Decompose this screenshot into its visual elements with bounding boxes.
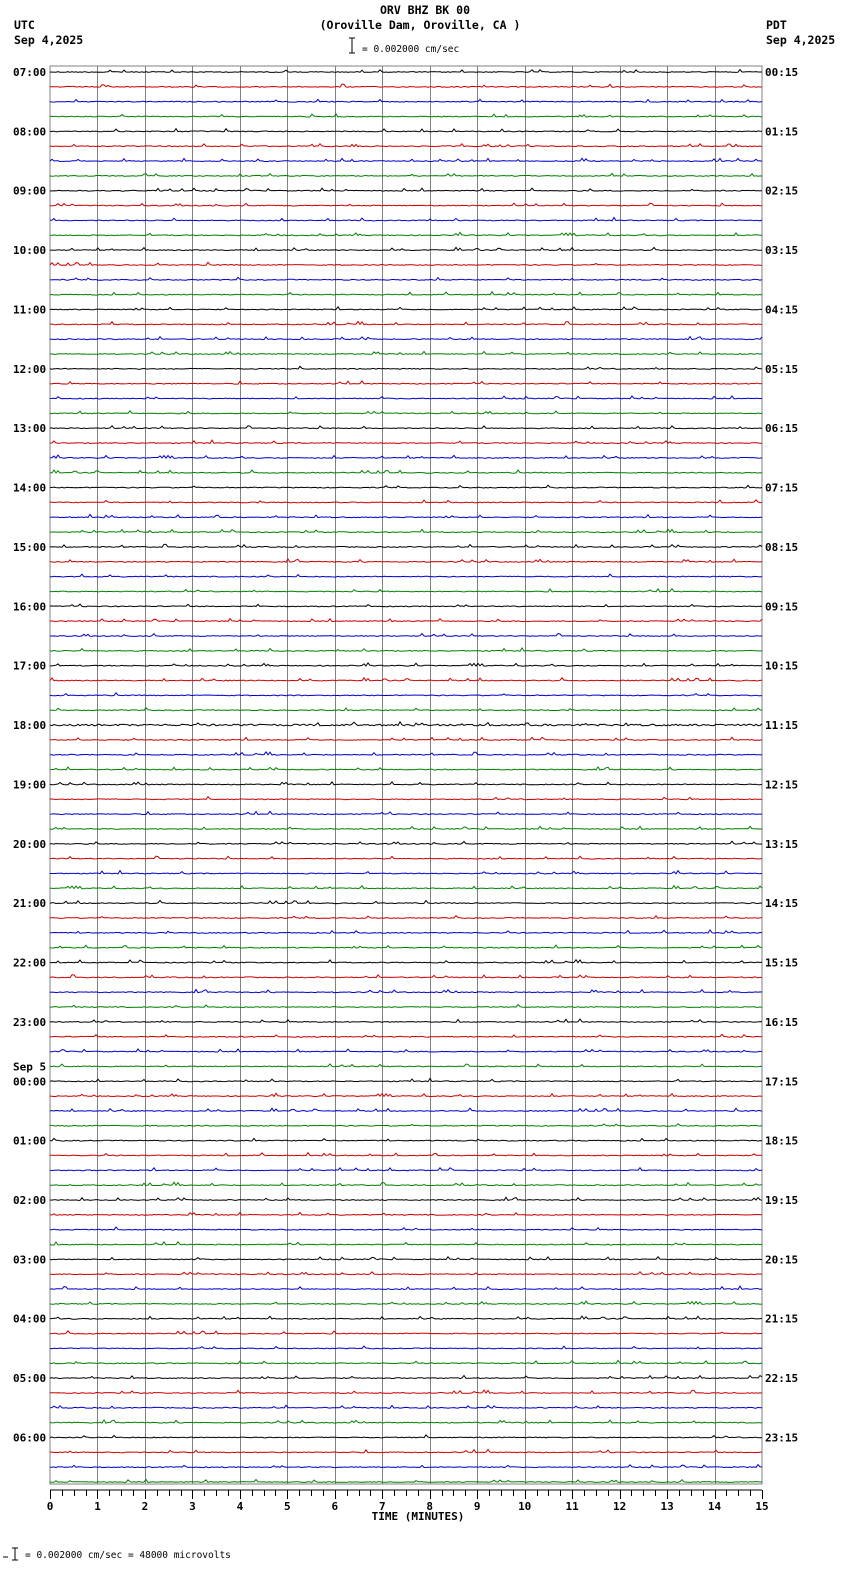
left-date: Sep 4,2025 xyxy=(14,33,84,47)
pdt-hour-label: 09:15 xyxy=(765,600,799,614)
trace-line xyxy=(50,900,762,903)
trace-line xyxy=(50,114,762,117)
trace-line xyxy=(50,470,762,473)
trace-line xyxy=(50,99,762,102)
trace-line xyxy=(50,544,762,547)
footer-scale-note: = 0.002000 cm/sec = 48000 microvolts xyxy=(25,1550,231,1561)
x-tick-label: 4 xyxy=(236,1500,244,1513)
utc-hour-label: 04:00 xyxy=(13,1312,47,1326)
utc-hour-label: 03:00 xyxy=(13,1253,47,1267)
trace-line xyxy=(50,440,762,443)
trace-line xyxy=(50,1093,762,1096)
trace-line xyxy=(50,1242,762,1245)
right-date: Sep 4,2025 xyxy=(766,33,836,47)
trace-line xyxy=(50,663,762,666)
trace-line xyxy=(50,1138,762,1141)
trace-line xyxy=(50,856,762,859)
scale-bar-icon xyxy=(349,38,355,53)
utc-hour-label: 15:00 xyxy=(13,540,47,554)
utc-hour-label: 12:00 xyxy=(13,362,47,376)
trace-line xyxy=(50,292,762,295)
utc-hour-label: 08:00 xyxy=(13,125,47,139)
right-timezone: PDT xyxy=(766,18,787,32)
x-tick-label: 2 xyxy=(141,1500,149,1513)
trace-line xyxy=(50,1301,762,1304)
pdt-hour-label: 07:15 xyxy=(765,481,799,495)
trace-line xyxy=(50,322,762,325)
trace-line xyxy=(50,381,762,384)
trace-line xyxy=(50,411,762,414)
plot-frame xyxy=(50,66,762,1484)
pdt-hour-label: 11:15 xyxy=(765,719,799,733)
pdt-hour-label: 03:15 xyxy=(765,244,799,258)
utc-hour-labels xyxy=(13,66,46,1445)
trace-line xyxy=(50,500,762,503)
x-tick-label: 8 xyxy=(426,1500,434,1513)
pdt-hour-label: 06:15 xyxy=(765,422,799,436)
trace-line xyxy=(50,871,762,874)
trace-line xyxy=(50,604,762,607)
trace-line xyxy=(50,277,762,280)
trace-line xyxy=(50,945,762,948)
trace-line xyxy=(50,529,762,532)
trace-line xyxy=(50,1197,762,1200)
utc-hour-label: 23:00 xyxy=(13,1015,47,1029)
trace-line xyxy=(50,1450,762,1453)
x-tick-label: 5 xyxy=(283,1500,291,1513)
x-tick-label: 13 xyxy=(660,1500,674,1513)
trace-line xyxy=(50,1316,762,1319)
trace-line xyxy=(50,1360,762,1363)
trace-line xyxy=(50,693,762,696)
trace-line xyxy=(50,722,762,726)
utc-hour-label: 11:00 xyxy=(13,303,47,317)
trace-line xyxy=(50,352,762,355)
trace-line xyxy=(50,232,762,235)
pdt-hour-label: 02:15 xyxy=(765,184,799,198)
trace-line xyxy=(50,1376,762,1379)
x-tick-label: 0 xyxy=(46,1500,54,1513)
trace-line xyxy=(50,307,762,310)
trace-line xyxy=(50,1182,762,1185)
trace-line xyxy=(50,1064,762,1067)
footer-scale-icon xyxy=(3,1548,18,1560)
trace-line xyxy=(50,708,762,711)
pdt-hour-label: 20:15 xyxy=(765,1253,799,1267)
trace-line xyxy=(50,975,762,978)
trace-line xyxy=(50,737,762,740)
trace-line xyxy=(50,1153,762,1156)
trace-line xyxy=(50,218,762,221)
trace-line xyxy=(50,1049,762,1052)
utc-hour-label: 07:00 xyxy=(13,66,47,79)
pdt-hour-label: 15:15 xyxy=(765,956,799,970)
trace-line xyxy=(50,1034,762,1037)
utc-hour-label: 06:00 xyxy=(13,1431,47,1445)
trace-line xyxy=(50,514,762,517)
trace-line xyxy=(50,129,762,132)
trace-line xyxy=(50,1078,762,1081)
utc-hour-label: 09:00 xyxy=(13,184,47,198)
trace-line xyxy=(50,173,762,176)
trace-line xyxy=(50,1390,762,1393)
trace-line xyxy=(50,366,762,369)
x-tick-label: 3 xyxy=(189,1500,196,1513)
trace-line xyxy=(50,426,762,429)
trace-line xyxy=(50,841,762,844)
trace-line xyxy=(50,678,762,681)
pdt-hour-label: 21:15 xyxy=(765,1312,799,1326)
x-tick-label: 12 xyxy=(612,1500,627,1513)
scale-text: = 0.002000 cm/sec xyxy=(362,44,460,55)
utc-hour-label: 14:00 xyxy=(13,481,47,495)
trace-line xyxy=(50,1168,762,1171)
utc-hour-label: 02:00 xyxy=(13,1194,47,1207)
x-tick-label: 15 xyxy=(755,1500,769,1513)
x-tick-label: 14 xyxy=(707,1500,722,1513)
trace-line xyxy=(50,960,762,963)
x-tick-label: 9 xyxy=(473,1500,481,1513)
utc-hour-label: 05:00 xyxy=(13,1372,47,1386)
trace-line xyxy=(50,767,762,770)
trace-line xyxy=(50,1005,762,1008)
pdt-hour-label: 04:15 xyxy=(765,303,799,317)
pdt-hour-label: 17:15 xyxy=(765,1075,799,1089)
trace-line xyxy=(50,1480,762,1483)
seismic-traces xyxy=(50,70,762,1483)
utc-hour-label: 16:00 xyxy=(13,600,47,614)
plot-title: ORV BHZ BK 00 xyxy=(379,3,470,17)
trace-line xyxy=(50,634,762,637)
trace-line xyxy=(50,782,762,785)
trace-line xyxy=(50,1405,762,1408)
trace-line xyxy=(50,337,762,340)
x-tick-label: 11 xyxy=(565,1500,579,1513)
pdt-hour-label: 14:15 xyxy=(765,897,799,911)
utc-hour-label: 17:00 xyxy=(13,659,47,673)
trace-line xyxy=(50,797,762,800)
trace-line xyxy=(50,1124,762,1126)
pdt-hour-labels xyxy=(765,66,798,1445)
trace-line xyxy=(50,930,762,933)
trace-line xyxy=(50,559,762,562)
utc-hour-label: 01:00 xyxy=(13,1134,47,1148)
pdt-hour-label: 23:15 xyxy=(765,1431,799,1445)
trace-line xyxy=(50,990,762,993)
x-tick-label: 10 xyxy=(518,1500,532,1513)
trace-line xyxy=(50,84,762,87)
trace-line xyxy=(50,247,762,250)
trace-line xyxy=(50,455,762,458)
pdt-hour-label: 12:15 xyxy=(765,778,799,792)
pdt-hour-label: 22:15 xyxy=(765,1372,799,1386)
trace-line xyxy=(50,1108,762,1111)
trace-line xyxy=(50,1272,762,1275)
utc-hour-label: 00:00 xyxy=(13,1075,47,1089)
pdt-hour-label: 08:15 xyxy=(765,540,799,554)
date-change-label: Sep 5 xyxy=(13,1060,47,1074)
x-tick-label: 7 xyxy=(378,1500,386,1513)
trace-line xyxy=(50,619,762,622)
station-name: (Oroville Dam, Oroville, CA ) xyxy=(319,18,521,32)
x-tick-label: 6 xyxy=(331,1500,339,1513)
trace-line xyxy=(50,1420,762,1423)
trace-line xyxy=(50,752,762,755)
left-timezone: UTC xyxy=(14,18,35,32)
utc-hour-label: 13:00 xyxy=(13,422,47,436)
trace-line xyxy=(50,485,762,488)
pdt-hour-label: 05:15 xyxy=(765,362,799,376)
trace-line xyxy=(50,1435,762,1438)
trace-line xyxy=(50,262,762,265)
trace-line xyxy=(50,1019,762,1022)
trace-line xyxy=(50,574,762,577)
trace-line xyxy=(50,1257,762,1260)
minute-gridlines xyxy=(50,66,762,1484)
trace-line xyxy=(50,1212,762,1215)
pdt-hour-label: 00:15 xyxy=(765,66,799,79)
pdt-hour-label: 16:15 xyxy=(765,1015,799,1029)
utc-hour-label: 19:00 xyxy=(13,778,47,792)
trace-line xyxy=(50,826,762,829)
trace-line xyxy=(50,1286,762,1289)
trace-line xyxy=(50,1465,762,1468)
trace-line xyxy=(50,1346,762,1349)
x-tick-label: 1 xyxy=(94,1500,101,1513)
trace-line xyxy=(50,811,762,814)
trace-line xyxy=(50,886,762,889)
pdt-hour-label: 01:15 xyxy=(765,125,799,139)
trace-line xyxy=(50,589,762,592)
trace-line xyxy=(50,144,762,147)
utc-hour-label: 22:00 xyxy=(13,956,47,970)
trace-line xyxy=(50,396,762,399)
trace-line xyxy=(50,188,762,191)
trace-line xyxy=(50,158,762,161)
pdt-hour-label: 19:15 xyxy=(765,1194,799,1207)
pdt-hour-label: 13:15 xyxy=(765,837,799,851)
pdt-hour-label: 10:15 xyxy=(765,659,799,673)
trace-line xyxy=(50,70,762,73)
utc-hour-label: 10:00 xyxy=(13,244,47,258)
utc-hour-label: 20:00 xyxy=(13,837,47,851)
trace-line xyxy=(50,648,762,651)
utc-hour-label: 21:00 xyxy=(13,897,47,911)
trace-line xyxy=(50,203,762,206)
x-axis-label: TIME (MINUTES) xyxy=(371,1510,465,1523)
trace-line xyxy=(50,916,762,919)
trace-line xyxy=(50,1331,762,1334)
pdt-hour-label: 18:15 xyxy=(765,1134,799,1148)
utc-hour-label: 18:00 xyxy=(13,719,47,733)
trace-line xyxy=(50,1227,762,1230)
